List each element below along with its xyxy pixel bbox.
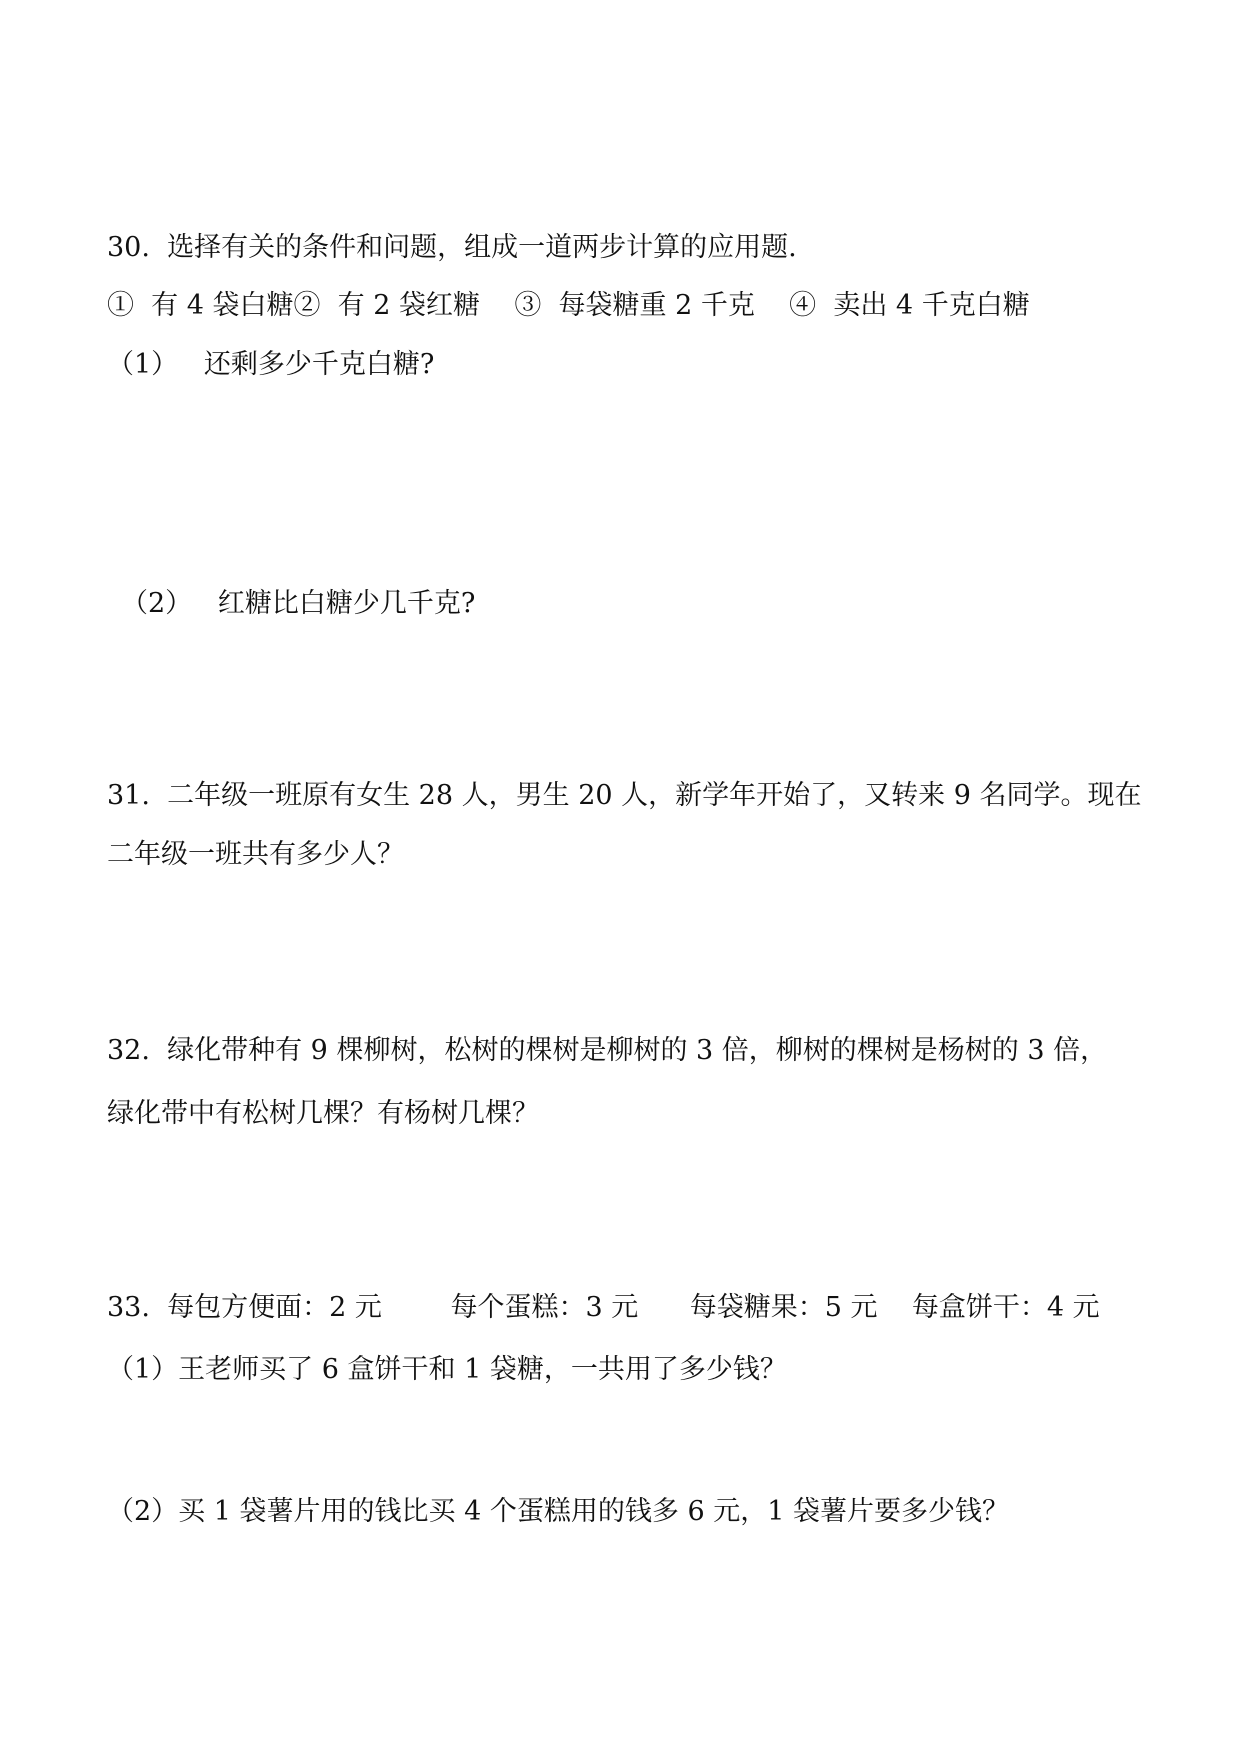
- q33-part2: （2）买 1 袋薯片用的钱比买 4 个蛋糕用的钱多 6 元，1 袋薯片要多少钱？: [107, 1496, 1009, 1527]
- q30-stem: 30. 选择有关的条件和问题，组成一道两步计算的应用题.: [107, 232, 797, 263]
- q30-conditions: ① 有 4 袋白糖② 有 2 袋红糖 ③ 每袋糖重 2 千克 ④ 卖出 4 千克白糖: [107, 290, 1030, 321]
- q32-line2: 绿化带中有松树几棵？有杨树几棵？: [107, 1098, 539, 1129]
- q30-part1: （1） 还剩多少千克白糖?: [107, 349, 435, 380]
- q30-part2: （2） 红糖比白糖少几千克?: [121, 588, 476, 619]
- q33-part1: （1）王老师买了 6 盒饼干和 1 袋糖，一共用了多少钱？: [107, 1354, 787, 1385]
- q32-line1: 32. 绿化带种有 9 棵柳树，松树的棵树是柳树的 3 倍，柳树的棵树是杨树的 3 倍，: [107, 1035, 1108, 1066]
- q31-line1: 31. 二年级一班原有女生 28 人，男生 20 人，新学年开始了，又转来 9 名同学。现在: [107, 780, 1142, 811]
- q31-line2: 二年级一班共有多少人？: [107, 839, 404, 870]
- q33-prices: 33. 每包方便面：2 元 每个蛋糕：3 元 每袋糖果：5 元 每盒饼干：4 元: [107, 1292, 1100, 1323]
